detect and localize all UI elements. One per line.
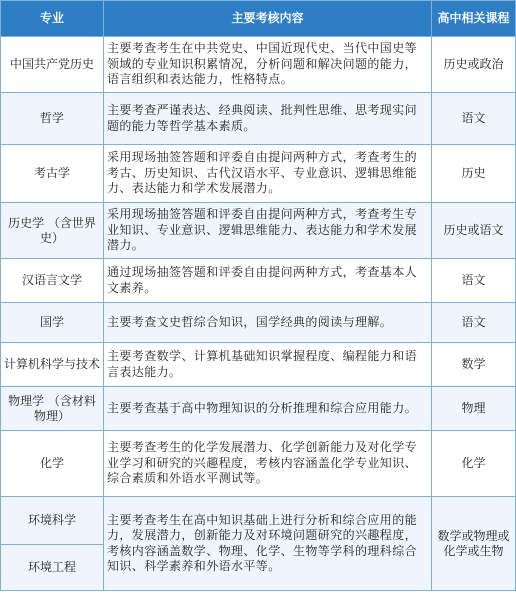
requirement-cell: 主要考查文史哲综合知识，国学经典的阅读与理解。: [104, 303, 432, 343]
requirement-cell: 通过现场抽签答题和评委自由提问两种方式，考查基本人文素养。: [104, 259, 432, 303]
table-row: [1, 431, 516, 497]
course-cell: 语文: [432, 303, 516, 343]
course-cell: 历史或政治: [432, 37, 516, 93]
course-cell: 历史: [432, 145, 516, 203]
subject-cell-environmental-science: 环境科学: [1, 497, 104, 545]
requirement-cell: 主要考查严谨表达、经典阅读、批判性思维、思考现实问题的能力等哲学基本素质。: [104, 93, 432, 145]
table-header-row: [1, 1, 516, 37]
subject-cell: 计算机科学与技术: [1, 343, 104, 387]
subject-cell: 国学: [1, 303, 104, 343]
header-requirement: 主要考核内容: [104, 1, 432, 37]
header-course: 高中相关课程: [432, 1, 516, 37]
subject-cell-environmental-engineering: 环境工程: [1, 545, 104, 591]
subject-cell: 历史学 （含世界史）: [1, 203, 104, 259]
course-cell: 数学: [432, 343, 516, 387]
table-row: [1, 343, 516, 387]
requirement-cell: 主要考查考生在中共党史、中国近现代史、当代中国史等领域的专业知识积累情况，分析问题和解决问题的能力，语言组织和表达能力，性格特点。: [104, 37, 432, 93]
requirement-cell: 主要考查基于高中物理知识的分析推理和综合应用能力。: [104, 387, 432, 431]
subject-cell: 中国共产党历史: [1, 37, 104, 93]
table-row: [1, 37, 516, 93]
requirement-cell: 采用现场抽签答题和评委自由提问两种方式，考查考生专业知识、专业意识、逻辑思维能力、表达能力和学术发展潜力。: [104, 203, 432, 259]
table-row: [1, 203, 516, 259]
course-cell: 语文: [432, 259, 516, 303]
subject-cell: 考古学: [1, 145, 104, 203]
course-cell: 化学: [432, 431, 516, 497]
course-cell: 历史或语文: [432, 203, 516, 259]
subject-cell: 哲学: [1, 93, 104, 145]
course-cell: 物理: [432, 387, 516, 431]
table-row: [1, 303, 516, 343]
course-cell: 语文: [432, 93, 516, 145]
requirement-cell: 采用现场抽签答题和评委自由提问两种方式，考查考生的考古、历史知识、古代汉语水平、专业意识、逻辑思维能力、表达能力和学术发展潜力。: [104, 145, 432, 203]
table-row: [1, 145, 516, 203]
subject-cell: 化学: [1, 431, 104, 497]
requirement-cell: 主要考查数学、计算机基础知识掌握程度、编程能力和语言表达能力。: [104, 343, 432, 387]
requirement-cell-environment: 主要考查考生在高中知识基础上进行分析和综合应用的能力，发展潜力，创新能力及对环境问题研究的兴趣程度，考核内容涵盖数学、物理、化学、生物等学科的理科综合知识、科学素养和外语水平等。: [104, 497, 432, 591]
table-row: [1, 497, 516, 545]
subject-cell: 物理学 （含材料物理）: [1, 387, 104, 431]
table-row: [1, 93, 516, 145]
table-row: [1, 259, 516, 303]
table-row: [1, 387, 516, 431]
requirement-cell: 主要考查考生的化学发展潜力、化学创新能力及对化学专业学习和研究的兴趣程度，考核内容涵盖化学专业知识、综合素质和外语水平测试等。: [104, 431, 432, 497]
header-subject: 专业: [1, 1, 104, 37]
course-cell-environment: 数学或物理或 化学或生物: [432, 497, 516, 591]
subject-cell: 汉语言文学: [1, 259, 104, 303]
